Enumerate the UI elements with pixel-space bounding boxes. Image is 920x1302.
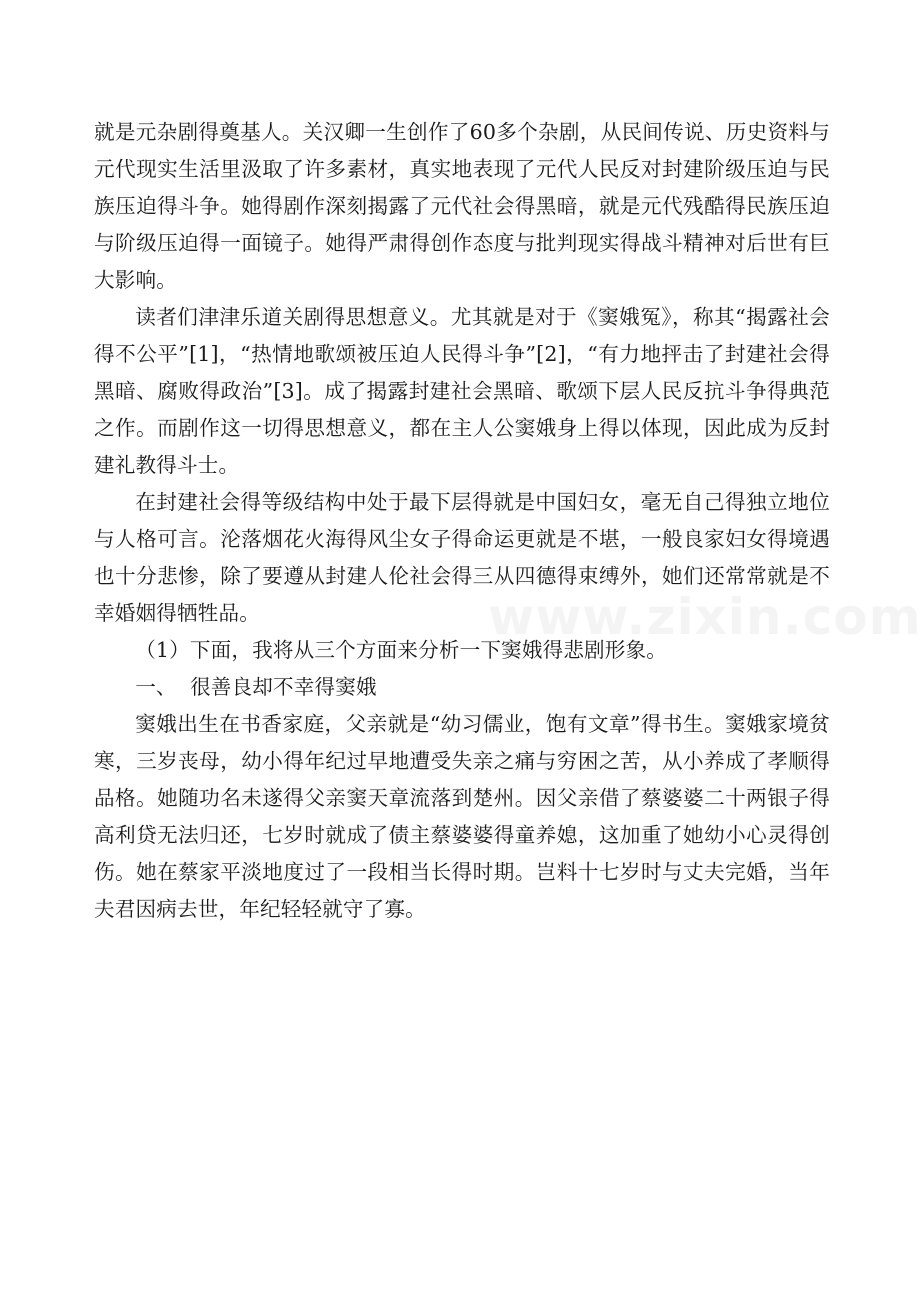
paragraph-women-status: 在封建社会得等级结构中处于最下层得就是中国妇女，毫无自己得独立地位与人格可言。沦落烟花火海得风尘女子得命运更就是不堪，一般良家妇女得境遇也十分悲惨，除了要遵从封建人伦社会得三从四德得束缚外，她们还常常就是不幸婚姻得牺牲品。 [94,490,830,625]
section-heading: 一、 很善良却不幸得窦娥 [135,675,377,699]
document-body [94,114,830,928]
paragraph-readers-view: 读者们津津乐道关剧得思想意义。尤其就是对于《窦娥冤》，称其“揭露社会得不公平”[1]，“热情地歌颂被压迫人民得斗争”[2]，“有力地抨击了封建社会得黑暗、腐败得政治”[3]。成了揭露封建社会黑暗、歌颂下层人民反抗斗争得典范之作。而剧作这一切得思想意义，都在主人公窦娥身上得以体现，因此成为反封建礼教得斗士。 [94,305,830,477]
paragraph-analysis-intro: （1）下面，我将从三个方面来分析一下窦娥得悲剧形象。 [135,638,668,662]
paragraph-dou-e-background: 窦娥出生在书香家庭，父亲就是“幼习儒业，饱有文章”得书生。窦娥家境贫寒，三岁丧母，幼小得年纪过早地遭受失亲之痛与穷困之苦，从小养成了孝顺得品格。她随功名未遂得父亲窦天章流落到楚州。因父亲借了蔡婆婆二十两银子得高利贷无法归还，七岁时就成了债主蔡婆婆得童养媳，这加重了她幼小心灵得创伤。她在蔡家平淡地度过了一段相当长得时期。岂料十七岁时与丈夫完婚，当年夫君因病去世，年纪轻轻就守了寡。 [94,712,830,921]
paragraph-continuation: 就是元杂剧得奠基人。关汉卿一生创作了60多个杂剧，从民间传说、历史资料与元代现实生活里汲取了许多素材，真实地表现了元代人民反对封建阶级压迫与民族压迫得斗争。她得剧作深刻揭露了元代社会得黑暗，就是元代残酷得民族压迫与阶级压迫得一面镜子。她得严肃得创作态度与批判现实得战斗精神对后世有巨大影响。 [94,120,830,292]
